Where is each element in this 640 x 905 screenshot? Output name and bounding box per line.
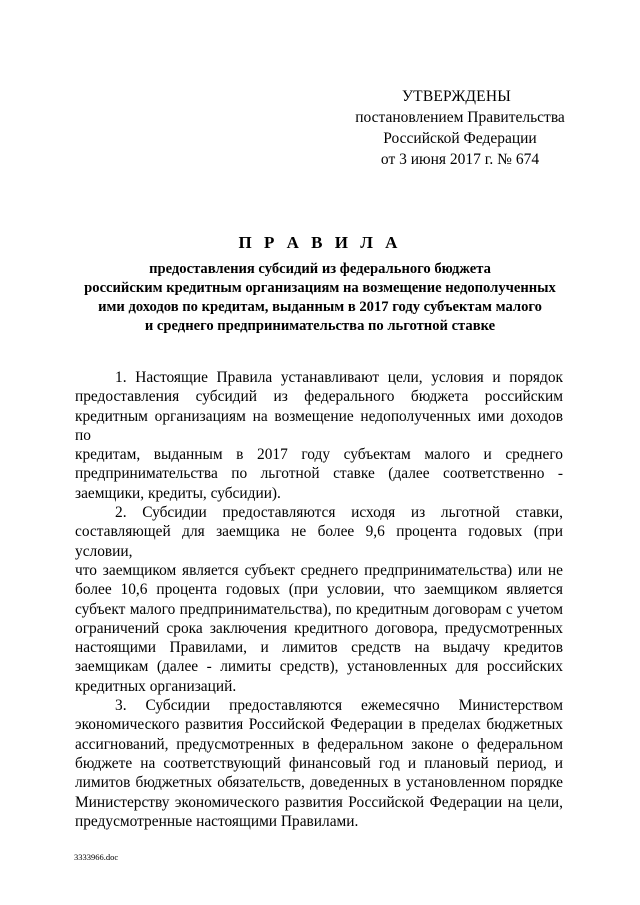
approval-block	[330, 86, 590, 170]
paragraph-line: составляющей для заемщика не более 9,6 процента годовых (при условии,	[75, 523, 563, 560]
paragraph-line: предусмотренные настоящими Правилами.	[75, 812, 359, 830]
paragraph-line: заемщики, кредиты, субсидии).	[75, 484, 281, 502]
document-subtitle	[60, 260, 580, 336]
paragraph-line: кредитных организаций.	[75, 677, 237, 695]
paragraph-line: Министерству экономического развития Российской Федерации на цели,	[75, 793, 563, 811]
paragraph-line: предпринимательства по льготной ставке (далее соответственно -	[75, 465, 563, 483]
paragraph-line: 2. Субсидии предоставляются исходя из льготной ставки,	[115, 504, 563, 522]
paragraph-1	[75, 368, 563, 503]
paragraph-line: что заемщиком является субъект среднего предпринимательства) или не	[75, 561, 563, 579]
paragraph-3	[75, 696, 563, 831]
paragraph-line: 3. Субсидии предоставляются ежемесячно Министерством	[115, 697, 563, 715]
paragraph-line: лимитов бюджетных обязательств, доведенных в установленном порядке	[75, 774, 563, 792]
approval-line: от 3 июня 2017 г. № 674	[380, 151, 540, 168]
paragraph-line: предоставления субсидий из федерального бюджета российским	[75, 388, 563, 406]
paragraph-line: кредитам, выданным в 2017 году субъектам малого и среднего	[75, 446, 563, 464]
approved-heading: УТВЕРЖДЕНЫ	[402, 88, 511, 105]
subtitle-line: ими доходов по кредитам, выданным в 2017 году субъектам малого	[98, 299, 542, 315]
subtitle-line: российским кредитным организациям на возмещение недополученных	[84, 280, 556, 296]
paragraph-2	[75, 503, 563, 696]
paragraph-line: ограничений срока заключения кредитного договора, предусмотренных	[75, 619, 563, 637]
paragraph-line: бюджете на соответствующий финансовый год и плановый период, и	[75, 754, 563, 772]
paragraph-line: настоящими Правилами, и лимитов средств на выдачу кредитов	[75, 639, 563, 657]
paragraph-line: 1. Настоящие Правила устанавливают цели, условия и порядок	[115, 369, 563, 386]
paragraph-line: кредитным организациям на возмещение недополученных ими доходов по	[75, 407, 563, 444]
subtitle-line: предоставления субсидий из федерального бюджета	[149, 261, 491, 277]
file-name-footer: 3333966.doc	[74, 852, 119, 862]
document-body	[75, 368, 563, 831]
paragraph-line: заемщикам (далее - лимиты средств), установленных для российских	[75, 658, 563, 676]
approval-line: постановлением Правительства	[355, 109, 565, 126]
paragraph-line: более 10,6 процента годовых (при условии, что заемщиком является	[75, 581, 563, 599]
paragraph-line: субъект малого предпринимательства), по кредитным договорам с учетом	[75, 600, 563, 618]
paragraph-line: экономического развития Российской Федерации в пределах бюджетных	[75, 716, 563, 734]
document-title: П Р А В И Л А	[238, 233, 402, 252]
approval-line: Российской Федерации	[383, 130, 537, 147]
subtitle-line: и среднего предпринимательства по льготной ставке	[144, 318, 496, 334]
paragraph-line: ассигнований, предусмотренных в федеральном законе о федеральном	[75, 735, 563, 753]
